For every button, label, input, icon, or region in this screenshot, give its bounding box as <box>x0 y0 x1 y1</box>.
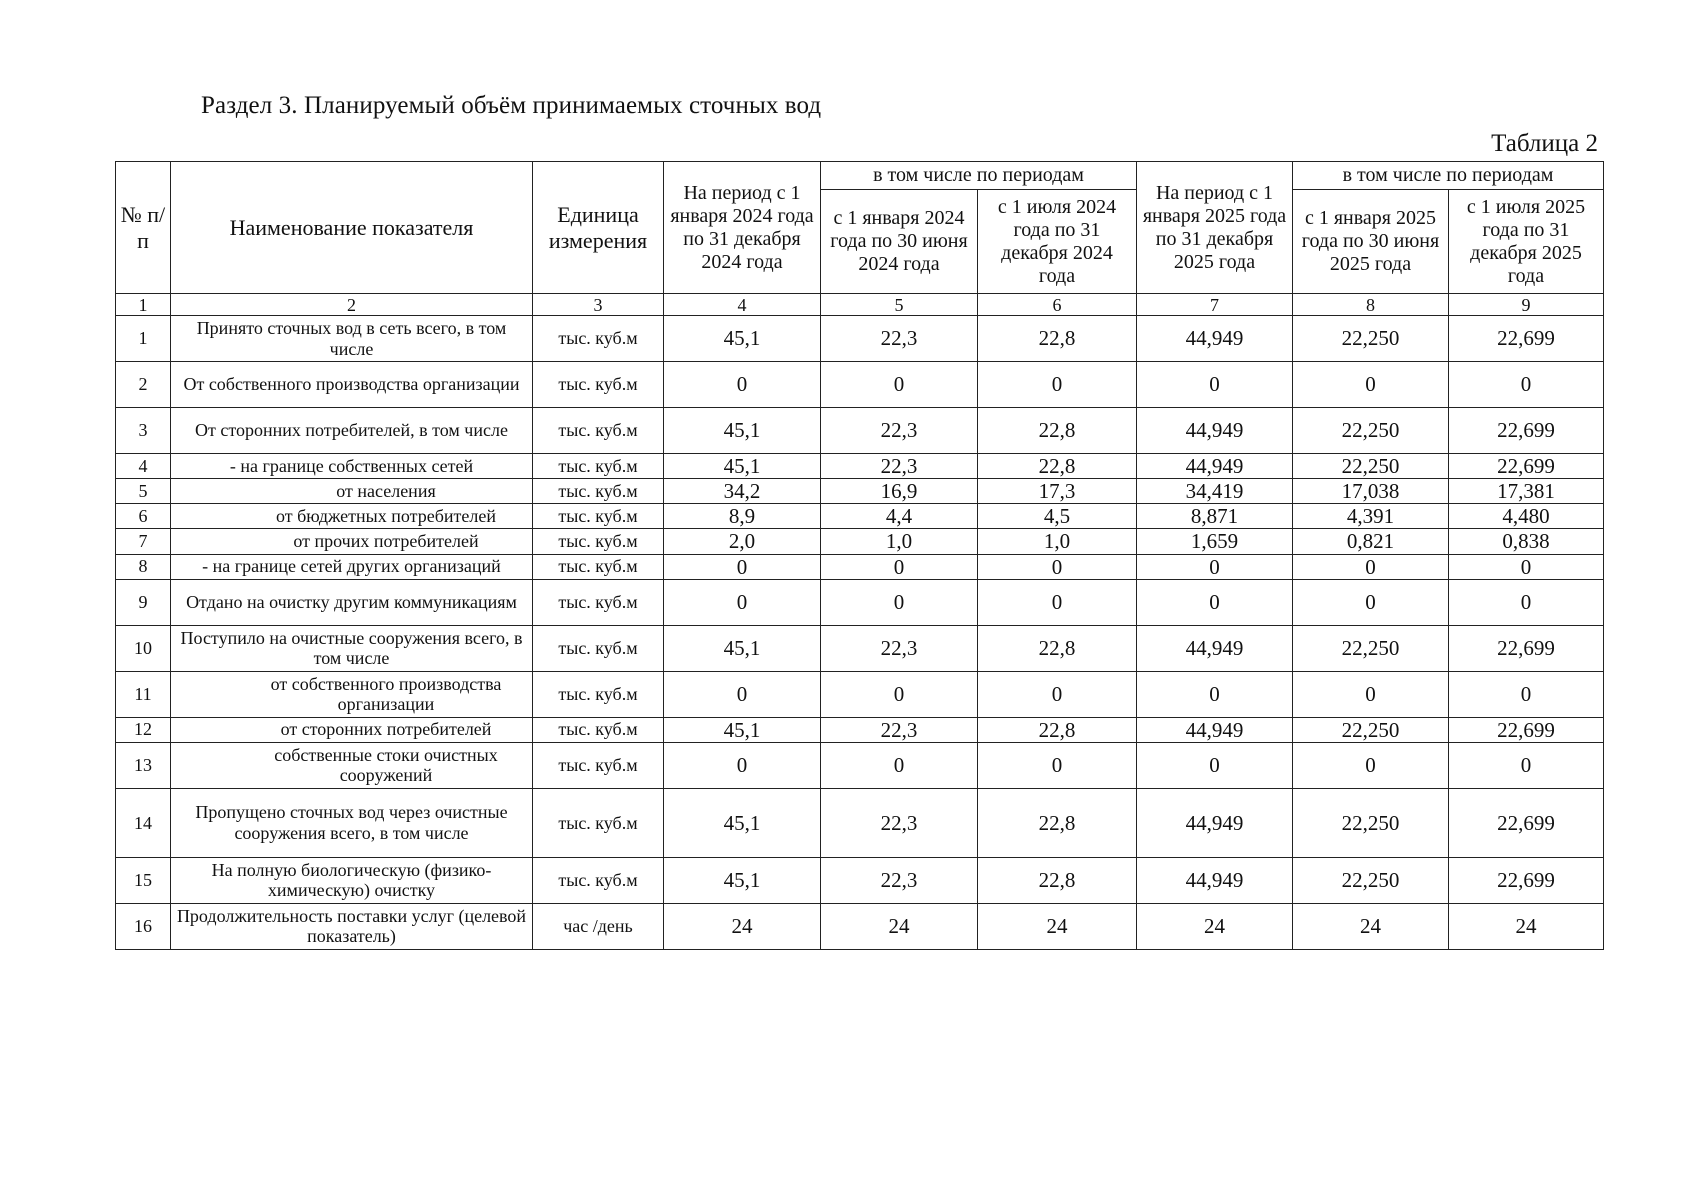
row-number: 8 <box>116 554 171 579</box>
row-name: Отдано на очистку другим коммуникациям <box>171 579 533 625</box>
row-value: 17,038 <box>1293 479 1449 504</box>
row-name: Поступило на очистные сооружения всего, в том числе <box>171 625 533 671</box>
row-name: Продолжительность поставки услуг (целевой показатель) <box>171 903 533 949</box>
row-name: От собственного производства организации <box>171 362 533 408</box>
row-name: От сторонних потребителей, в том числе <box>171 408 533 454</box>
row-value: 0 <box>1293 554 1449 579</box>
row-value: 45,1 <box>664 788 821 857</box>
row-value: 22,699 <box>1449 717 1604 742</box>
table-row <box>116 554 1604 579</box>
row-unit: тыс. куб.м <box>533 857 664 903</box>
table-row <box>116 408 1604 454</box>
row-value: 1,0 <box>978 529 1137 554</box>
row-value: 22,250 <box>1293 788 1449 857</box>
row-value: 22,8 <box>978 717 1137 742</box>
column-number: 1 <box>116 294 171 316</box>
column-number: 8 <box>1293 294 1449 316</box>
row-unit: тыс. куб.м <box>533 504 664 529</box>
row-value: 34,2 <box>664 479 821 504</box>
row-value: 24 <box>1137 903 1293 949</box>
row-name: от населения <box>171 479 533 504</box>
row-value: 22,3 <box>821 454 978 479</box>
row-value: 44,949 <box>1137 316 1293 362</box>
row-value: 44,949 <box>1137 408 1293 454</box>
row-value: 0 <box>1293 362 1449 408</box>
row-value: 0 <box>978 579 1137 625</box>
row-value: 24 <box>1449 903 1604 949</box>
column-number: 3 <box>533 294 664 316</box>
column-number: 7 <box>1137 294 1293 316</box>
header-2025-h1: с 1 января 2025 года по 30 июня 2025 года <box>1293 190 1449 294</box>
row-name: Пропущено сточных вод через очистные сооружения всего, в том числе <box>171 788 533 857</box>
row-number: 6 <box>116 504 171 529</box>
row-value: 22,3 <box>821 625 978 671</box>
row-unit: тыс. куб.м <box>533 742 664 788</box>
row-value: 0 <box>1293 579 1449 625</box>
row-value: 22,250 <box>1293 316 1449 362</box>
row-value: 22,250 <box>1293 454 1449 479</box>
row-value: 0,821 <box>1293 529 1449 554</box>
row-value: 22,8 <box>978 316 1137 362</box>
row-value: 0 <box>1449 671 1604 717</box>
row-unit: тыс. куб.м <box>533 529 664 554</box>
header-subperiods-2025: в том числе по периодам <box>1293 162 1604 190</box>
header-unit: Единица измерения <box>533 162 664 294</box>
row-value: 0 <box>1137 362 1293 408</box>
row-number: 15 <box>116 857 171 903</box>
row-value: 0 <box>1449 742 1604 788</box>
row-name: собственные стоки очистных сооружений <box>171 742 533 788</box>
table-row <box>116 671 1604 717</box>
row-value: 2,0 <box>664 529 821 554</box>
row-value: 22,3 <box>821 408 978 454</box>
row-unit: тыс. куб.м <box>533 316 664 362</box>
row-value: 22,250 <box>1293 857 1449 903</box>
row-value: 44,949 <box>1137 857 1293 903</box>
table-row <box>116 903 1604 949</box>
row-value: 22,8 <box>978 625 1137 671</box>
row-value: 1,659 <box>1137 529 1293 554</box>
row-value: 22,250 <box>1293 625 1449 671</box>
column-number: 4 <box>664 294 821 316</box>
row-value: 8,9 <box>664 504 821 529</box>
row-value: 0 <box>821 579 978 625</box>
row-value: 0 <box>664 742 821 788</box>
row-value: 4,4 <box>821 504 978 529</box>
row-value: 24 <box>978 903 1137 949</box>
row-value: 34,419 <box>1137 479 1293 504</box>
column-numbers-row <box>116 294 1604 316</box>
row-value: 0 <box>1137 671 1293 717</box>
table-row <box>116 788 1604 857</box>
header-period-2025: На период с 1 января 2025 года по 31 декабря 2025 года <box>1137 162 1293 294</box>
row-value: 22,699 <box>1449 316 1604 362</box>
row-value: 44,949 <box>1137 788 1293 857</box>
row-value: 45,1 <box>664 625 821 671</box>
row-number: 10 <box>116 625 171 671</box>
row-value: 44,949 <box>1137 717 1293 742</box>
row-number: 7 <box>116 529 171 554</box>
row-value: 17,381 <box>1449 479 1604 504</box>
row-value: 0 <box>1449 579 1604 625</box>
row-value: 0 <box>821 554 978 579</box>
row-value: 22,250 <box>1293 408 1449 454</box>
row-value: 22,8 <box>978 454 1137 479</box>
row-value: 4,480 <box>1449 504 1604 529</box>
row-value: 22,3 <box>821 316 978 362</box>
row-unit: тыс. куб.м <box>533 408 664 454</box>
row-value: 45,1 <box>664 316 821 362</box>
table-row <box>116 717 1604 742</box>
table-row <box>116 742 1604 788</box>
row-value: 0 <box>664 362 821 408</box>
table-row <box>116 454 1604 479</box>
row-name: На полную биологическую (физико-химическую) очистку <box>171 857 533 903</box>
table-row <box>116 579 1604 625</box>
row-value: 0 <box>1137 579 1293 625</box>
row-value: 0 <box>821 362 978 408</box>
wastewater-volume-table <box>115 161 1604 950</box>
row-value: 0 <box>978 554 1137 579</box>
row-value: 45,1 <box>664 857 821 903</box>
row-number: 13 <box>116 742 171 788</box>
row-unit: тыс. куб.м <box>533 717 664 742</box>
row-value: 0 <box>821 742 978 788</box>
row-unit: тыс. куб.м <box>533 625 664 671</box>
header-subperiods-2024: в том числе по периодам <box>821 162 1137 190</box>
header-2024-h2: с 1 июля 2024 года по 31 декабря 2024 года <box>978 190 1137 294</box>
row-value: 0 <box>821 671 978 717</box>
row-name: от собственного производства организации <box>171 671 533 717</box>
row-value: 44,949 <box>1137 454 1293 479</box>
row-value: 0 <box>978 742 1137 788</box>
row-value: 0 <box>1293 671 1449 717</box>
row-value: 0 <box>1449 554 1604 579</box>
row-unit: час /день <box>533 903 664 949</box>
row-unit: тыс. куб.м <box>533 479 664 504</box>
column-number: 5 <box>821 294 978 316</box>
table-row <box>116 857 1604 903</box>
row-value: 45,1 <box>664 454 821 479</box>
row-name: от сторонних потребителей <box>171 717 533 742</box>
row-value: 45,1 <box>664 717 821 742</box>
row-value: 24 <box>1293 903 1449 949</box>
row-number: 3 <box>116 408 171 454</box>
row-number: 9 <box>116 579 171 625</box>
row-number: 4 <box>116 454 171 479</box>
row-value: 22,699 <box>1449 788 1604 857</box>
row-unit: тыс. куб.м <box>533 788 664 857</box>
row-value: 24 <box>821 903 978 949</box>
row-number: 11 <box>116 671 171 717</box>
row-value: 44,949 <box>1137 625 1293 671</box>
table-row <box>116 479 1604 504</box>
row-value: 24 <box>664 903 821 949</box>
row-value: 22,250 <box>1293 717 1449 742</box>
row-name: - на границе сетей других организаций <box>171 554 533 579</box>
row-value: 22,699 <box>1449 625 1604 671</box>
row-value: 8,871 <box>1137 504 1293 529</box>
row-value: 45,1 <box>664 408 821 454</box>
row-unit: тыс. куб.м <box>533 554 664 579</box>
row-value: 22,8 <box>978 857 1137 903</box>
table-row <box>116 625 1604 671</box>
row-number: 16 <box>116 903 171 949</box>
row-value: 0 <box>1293 742 1449 788</box>
row-value: 17,3 <box>978 479 1137 504</box>
column-number: 2 <box>171 294 533 316</box>
row-value: 22,8 <box>978 408 1137 454</box>
row-name: Принято сточных вод в сеть всего, в том числе <box>171 316 533 362</box>
row-value: 4,391 <box>1293 504 1449 529</box>
column-number: 9 <box>1449 294 1604 316</box>
column-number: 6 <box>978 294 1137 316</box>
table-row <box>116 362 1604 408</box>
row-name: - на границе собственных сетей <box>171 454 533 479</box>
row-number: 12 <box>116 717 171 742</box>
row-value: 1,0 <box>821 529 978 554</box>
row-number: 5 <box>116 479 171 504</box>
row-value: 22,699 <box>1449 857 1604 903</box>
row-value: 22,699 <box>1449 454 1604 479</box>
header-2024-h1: с 1 января 2024 года по 30 июня 2024 года <box>821 190 978 294</box>
row-name: от прочих потребителей <box>171 529 533 554</box>
row-value: 22,3 <box>821 857 978 903</box>
row-value: 0 <box>1449 362 1604 408</box>
row-value: 4,5 <box>978 504 1137 529</box>
header-2025-h2: с 1 июля 2025 года по 31 декабря 2025 года <box>1449 190 1604 294</box>
row-value: 0 <box>978 671 1137 717</box>
row-value: 0 <box>978 362 1137 408</box>
row-value: 22,3 <box>821 788 978 857</box>
table-row <box>116 504 1604 529</box>
row-value: 22,8 <box>978 788 1137 857</box>
row-value: 0,838 <box>1449 529 1604 554</box>
header-name: Наименование показателя <box>171 162 533 294</box>
row-number: 1 <box>116 316 171 362</box>
row-unit: тыс. куб.м <box>533 579 664 625</box>
row-value: 0 <box>664 671 821 717</box>
row-value: 22,699 <box>1449 408 1604 454</box>
row-unit: тыс. куб.м <box>533 671 664 717</box>
table-label: Таблица 2 <box>1491 130 1598 157</box>
row-value: 16,9 <box>821 479 978 504</box>
table-row <box>116 529 1604 554</box>
row-value: 0 <box>1137 742 1293 788</box>
row-unit: тыс. куб.м <box>533 362 664 408</box>
header-period-2024: На период с 1 января 2024 года по 31 декабря 2024 года <box>664 162 821 294</box>
row-number: 14 <box>116 788 171 857</box>
header-num: № п/п <box>116 162 171 294</box>
row-name: от бюджетных потребителей <box>171 504 533 529</box>
row-value: 0 <box>664 579 821 625</box>
row-value: 0 <box>1137 554 1293 579</box>
row-value: 0 <box>664 554 821 579</box>
page-title: Раздел 3. Планируемый объём принимаемых сточных вод <box>201 92 822 119</box>
row-unit: тыс. куб.м <box>533 454 664 479</box>
row-value: 22,3 <box>821 717 978 742</box>
row-number: 2 <box>116 362 171 408</box>
table-row <box>116 316 1604 362</box>
